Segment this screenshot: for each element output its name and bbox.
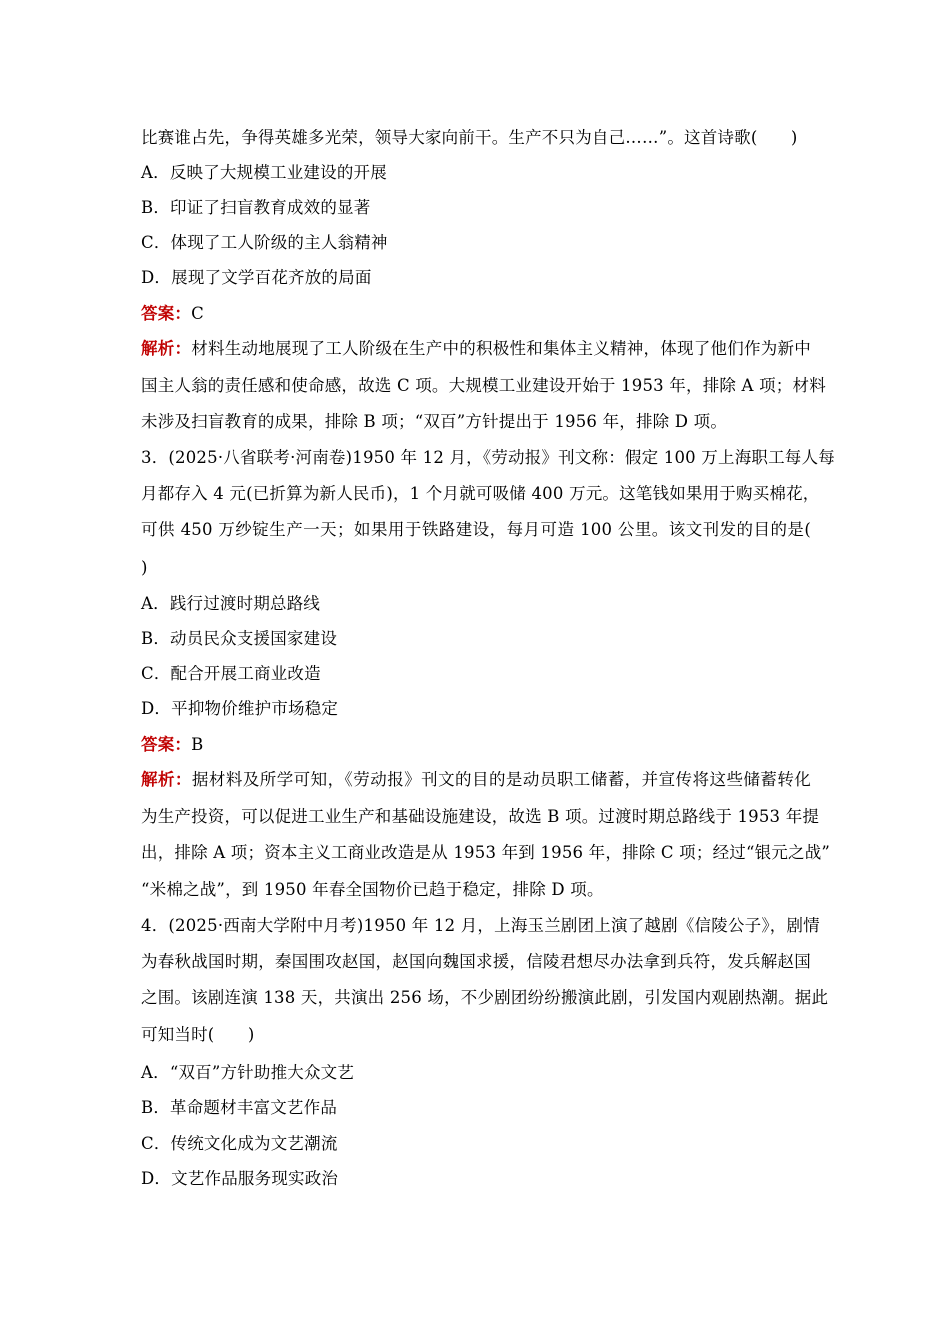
q3-answer <box>141 734 811 758</box>
question-4-line-3: 之围。该剧连演 138 天，共演出 256 场，不少剧团纷纷搬演此剧，引发国内观剧热潮。据此 <box>141 988 829 1007</box>
answer-value: B <box>191 735 204 754</box>
answer-label: 答案： <box>141 304 192 323</box>
q4-option-d: D．文艺作品服务现实政治 <box>141 1169 339 1188</box>
q2-analysis-line-1 <box>141 338 811 362</box>
analysis-label: 解析： <box>141 339 192 358</box>
q3-option-c: C．配合开展工商业改造 <box>141 664 321 683</box>
q2-option-c: C．体现了工人阶级的主人翁精神 <box>141 233 388 252</box>
q2-option-b: B．印证了扫盲教育成效的显著 <box>141 198 371 217</box>
q3-analysis-line-2: 为生产投资，可以促进工业生产和基础设施建设，故选 B 项。过渡时期总路线于 1953 年提 <box>141 807 820 826</box>
q4-option-b: B．革命题材丰富文艺作品 <box>141 1098 338 1117</box>
q4-option-a: A．“双百”方针助推大众文艺 <box>141 1063 355 1082</box>
q3-option-b: B．动员民众支援国家建设 <box>141 629 338 648</box>
q2-option-d: D．展现了文学百花齐放的局面 <box>141 268 372 287</box>
analysis-label: 解析： <box>141 770 192 789</box>
q4-option-c: C．传统文化成为文艺潮流 <box>141 1134 338 1153</box>
q2-option-a: A．反映了大规模工业建设的开展 <box>141 163 387 182</box>
question-3-line-3: 可供 450 万纱锭生产一天；如果用于铁路建设，每月可造 100 公里。该文刊发的目的是( <box>141 520 811 539</box>
question-4-line-4: 可知当时( ) <box>141 1025 255 1044</box>
question-2-stem-tail: 比赛谁占先，争得英雄多光荣，领导大家向前干。生产不只为自己……”。这首诗歌( ) <box>141 128 798 147</box>
answer-value: C <box>191 304 204 323</box>
question-4-line-1: 4．(2025·西南大学附中月考)1950 年 12 月，上海玉兰剧团上演了越剧《信陵公子》，剧情 <box>141 916 820 935</box>
analysis-text: 据材料及所学可知，《劳动报》刊文的目的是动员职工储蓄，并宣传将这些储蓄转化 <box>191 770 811 789</box>
q3-analysis-line-1 <box>141 769 811 793</box>
question-3-line-1: 3．(2025·八省联考·河南卷)1950 年 12 月，《劳动报》刊文称：假定 100 万上海职工每人每 <box>141 448 835 467</box>
q2-analysis-line-2: 国主人翁的责任感和使命感，故选 C 项。大规模工业建设开始于 1953 年，排除 A 项；材料 <box>141 376 826 395</box>
question-3-line-4: ) <box>141 558 148 577</box>
q2-analysis-line-3: 未涉及扫盲教育的成果，排除 B 项；“双百”方针提出于 1956 年，排除 D 项。 <box>141 412 728 431</box>
q3-option-d: D．平抑物价维护市场稳定 <box>141 699 339 718</box>
q3-analysis-line-3: 出，排除 A 项；资本主义工商业改造是从 1953 年到 1956 年，排除 C 项；经过“银元之战” <box>141 843 831 862</box>
question-3-line-2: 月都存入 4 元(已折算为新人民币)，1 个月就可吸储 400 万元。这笔钱如果用于购买棉花， <box>141 484 820 503</box>
analysis-text: 材料生动地展现了工人阶级在生产中的积极性和集体主义精神，体现了他们作为新中 <box>191 339 811 358</box>
q3-option-a: A．践行过渡时期总路线 <box>141 594 321 613</box>
question-4-line-2: 为春秋战国时期，秦国围攻赵国，赵国向魏国求援，信陵君想尽办法拿到兵符，发兵解赵国 <box>141 952 811 971</box>
q3-analysis-line-4: “米棉之战”，到 1950 年春全国物价已趋于稳定，排除 D 项。 <box>141 880 604 899</box>
answer-label: 答案： <box>141 735 192 754</box>
q2-answer <box>141 303 811 327</box>
